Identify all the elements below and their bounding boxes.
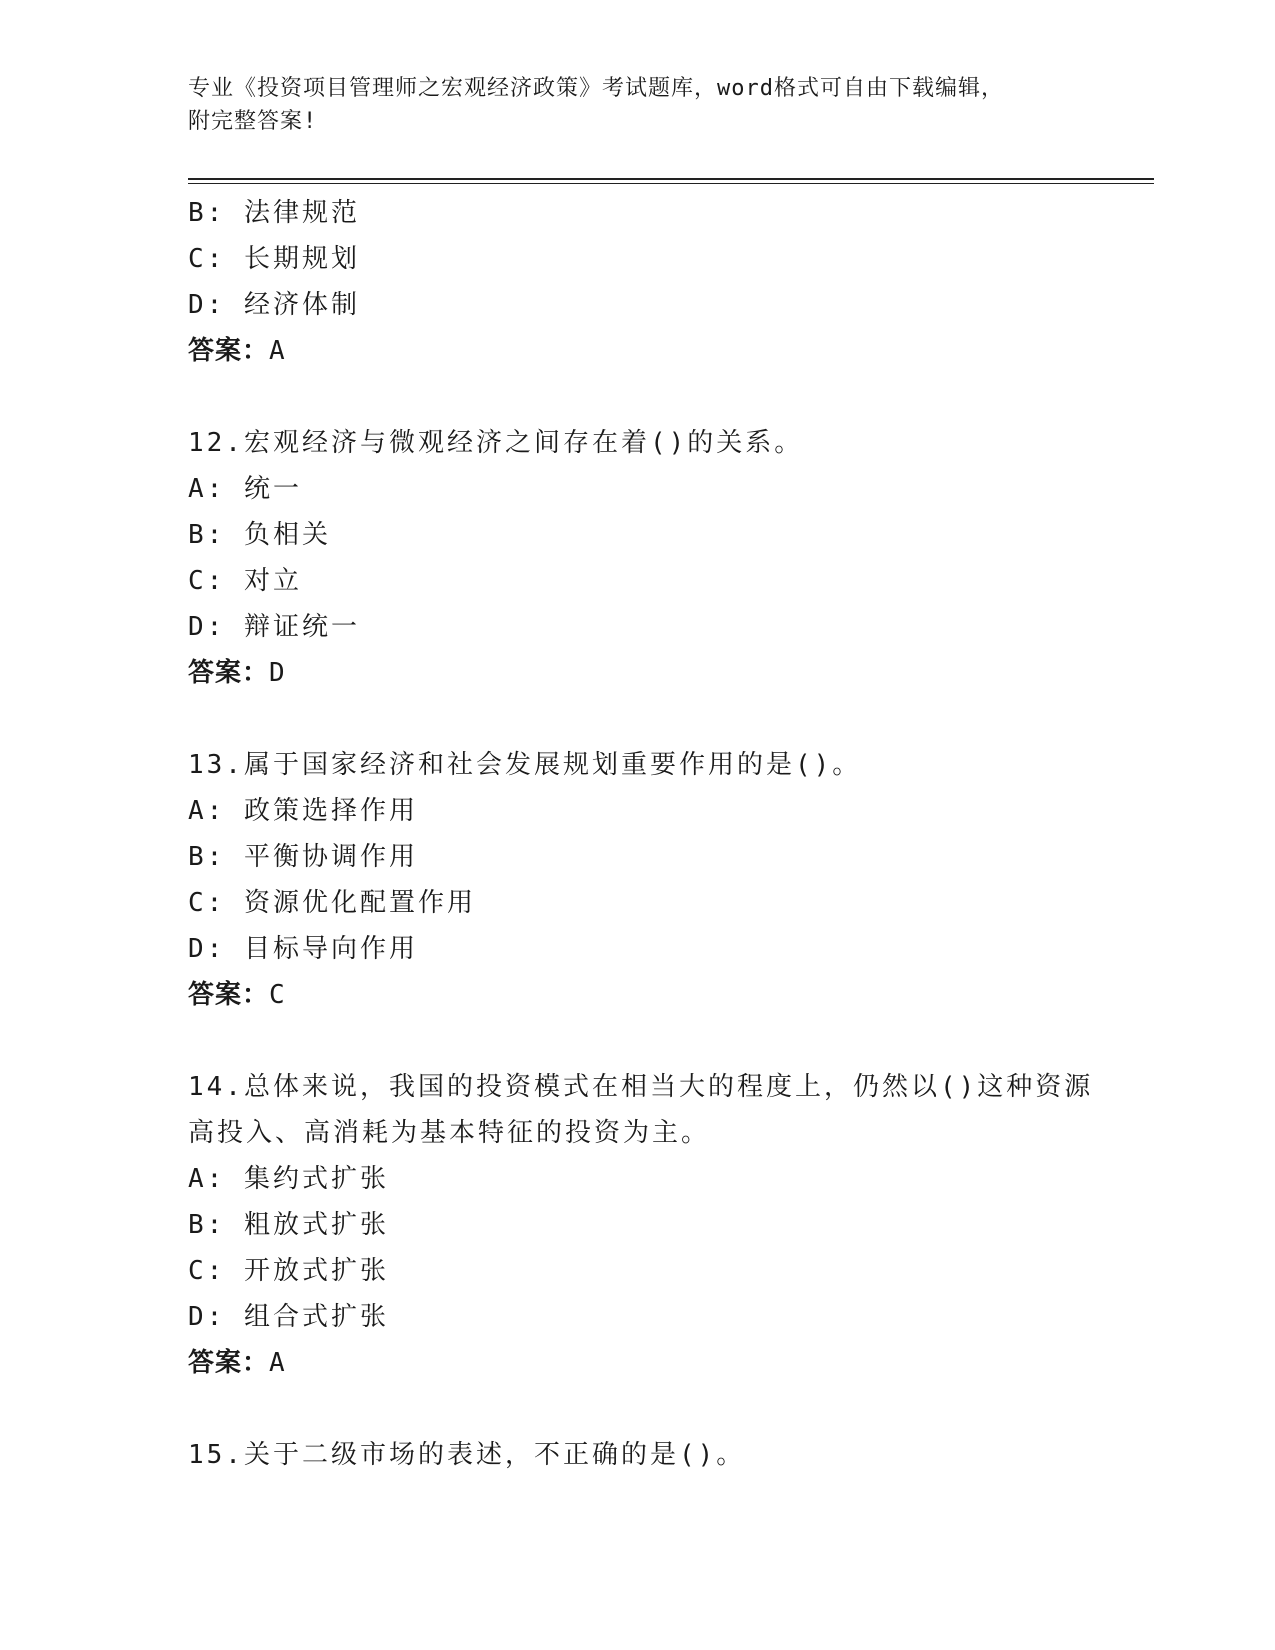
answer-value: D xyxy=(269,658,286,688)
question-block xyxy=(188,190,1088,374)
header-line-1: 专业《投资项目管理师之宏观经济政策》考试题库，word格式可自由下载编辑， xyxy=(188,76,1004,101)
answer-value: A xyxy=(269,1348,286,1378)
option: D: 辩证统一 xyxy=(188,612,360,642)
answer-label: 答案： xyxy=(188,658,270,688)
header-divider xyxy=(188,178,1154,180)
question-stem: 12.宏观经济与微观经济之间存在着()的关系。 xyxy=(188,428,804,458)
option: B: 负相关 xyxy=(188,520,331,550)
question-stem: 15.关于二级市场的表述，不正确的是()。 xyxy=(188,1440,746,1470)
question-block xyxy=(188,1432,1088,1478)
header-divider-thin xyxy=(188,183,1154,184)
answer-line xyxy=(188,972,1088,1018)
option: C: 资源优化配置作用 xyxy=(188,888,476,918)
question-block xyxy=(188,1064,1094,1386)
answer-label: 答案： xyxy=(188,1348,270,1378)
option: A: 集约式扩张 xyxy=(188,1164,389,1194)
answer-value: A xyxy=(269,336,286,366)
answer-label: 答案： xyxy=(188,336,270,366)
option: C: 对立 xyxy=(188,566,302,596)
question-stem: 14.总体来说，我国的投资模式在相当大的程度上，仍然以()这种资源 xyxy=(188,1072,1094,1102)
answer-label: 答案： xyxy=(188,980,270,1010)
option: D: 组合式扩张 xyxy=(188,1302,389,1332)
question-stem-continued: 高投入、高消耗为基本特征的投资为主。 xyxy=(188,1118,711,1148)
option: A: 统一 xyxy=(188,474,302,504)
option: B: 平衡协调作用 xyxy=(188,842,418,872)
option: A: 政策选择作用 xyxy=(188,796,418,826)
option: D: 目标导向作用 xyxy=(188,934,418,964)
answer-value: C xyxy=(269,980,286,1010)
option: B: 法律规范 xyxy=(188,198,360,228)
question-stem: 13.属于国家经济和社会发展规划重要作用的是()。 xyxy=(188,750,862,780)
question-block xyxy=(188,742,1088,1018)
answer-line xyxy=(188,1340,1088,1386)
answer-line xyxy=(188,328,1088,374)
option: D: 经济体制 xyxy=(188,290,360,320)
question-list xyxy=(188,190,1094,1478)
answer-line xyxy=(188,650,1088,696)
document-header xyxy=(188,72,1088,138)
question-block xyxy=(188,420,1088,696)
option: C: 长期规划 xyxy=(188,244,360,274)
option: C: 开放式扩张 xyxy=(188,1256,389,1286)
option: B: 粗放式扩张 xyxy=(188,1210,389,1240)
header-line-2: 附完整答案! xyxy=(188,109,318,134)
